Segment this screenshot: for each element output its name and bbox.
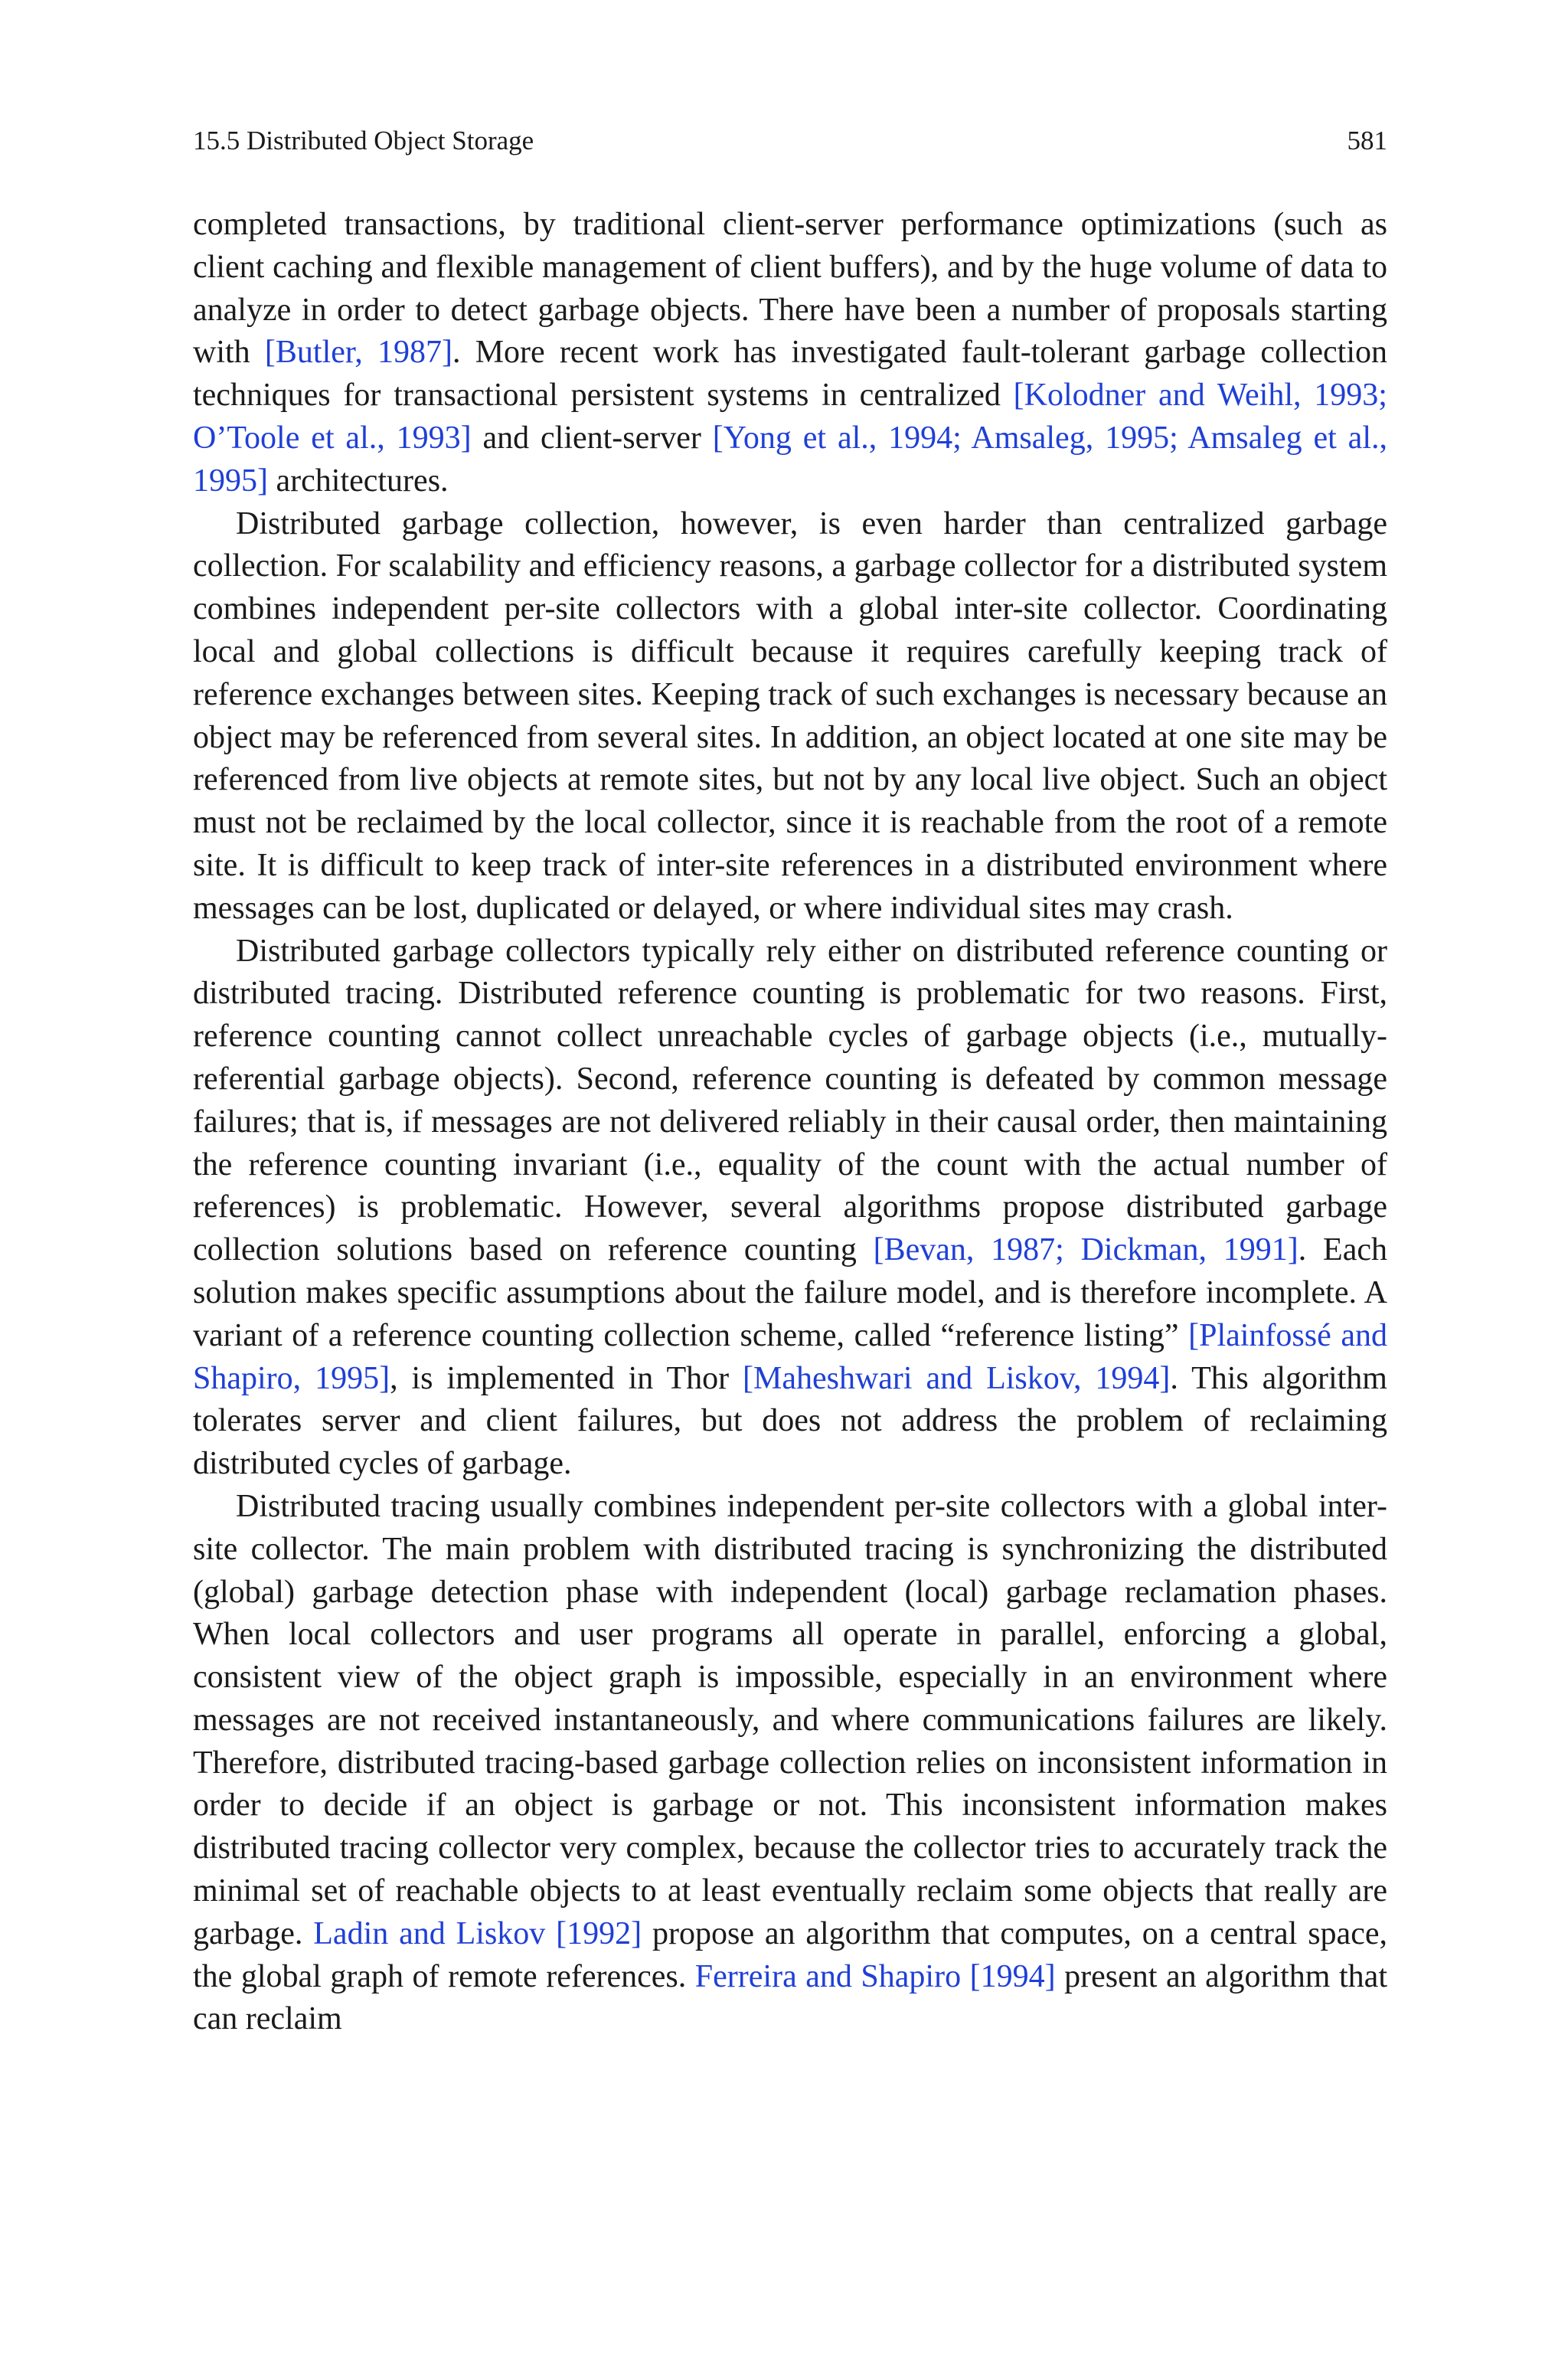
- citation-link[interactable]: [Yong et al., 1994; Amsaleg, 1995; Amsaleg et al., 1995]: [193, 420, 1387, 499]
- running-head: [193, 123, 1387, 159]
- paragraph-text: , is implemented in Thor: [390, 1360, 743, 1396]
- paragraph-text: completed transactions, by traditional client-server performance optimizations (such as client caching and flexible management of client buffers), and by the huge volume of data to analyze in order to detect garbage objects. There have been a number of proposals starting with: [193, 207, 1387, 371]
- citation-link[interactable]: [Butler, 1987]: [264, 335, 452, 371]
- citation-link[interactable]: [Kolodner and Weihl, 1993; O’Toole et al., 1993]: [193, 378, 1387, 456]
- paragraph: [193, 1486, 1387, 2041]
- paragraph-text: . More recent work has investigated fault-tolerant garbage collection techniques for transactional persistent systems in centralized: [193, 335, 1387, 414]
- citation-link[interactable]: [Plainfossé and Shapiro, 1995]: [193, 1317, 1387, 1396]
- paragraph-text: Distributed garbage collection, however, is even harder than centralized garbage collection. For scalability and efficiency reasons, a garbage collector for a distributed system combines independent per-site collectors with a global inter-site collector. Coordinating local and global collections is difficult because it requires carefully keeping track of reference exchanges between sites. Keeping track of such exchanges is necessary because an object may be referenced from several sites. In addition, an object located at one site may be referenced from live objects at remote sites, but not by any local live object. Such an object must not be reclaimed by the local collector, since it is reachable from the root of a remote site. It is difficult to keep track of inter-site references in a distributed environment where messages can be lost, duplicated or delayed, or where individual sites may crash.: [193, 505, 1387, 926]
- paragraph-text: and client-server: [471, 420, 713, 456]
- citation-link[interactable]: Ladin and Liskov [1992]: [313, 1915, 642, 1951]
- paragraph-text: Distributed garbage collectors typically rely either on distributed reference counting or distributed tracing. Distributed reference counting is problematic for two reasons. First, reference counting cannot collect unreachable cycles of garbage objects (i.e., mutually-referential garbage objects). Second, reference counting is defeated by common message failures; that is, if messages are not delivered reliably in their causal order, then maintaining the reference counting invariant (i.e., equality of the count with the actual number of references) is problematic. However, several algorithms propose distributed garbage collection solutions based on reference counting: [193, 933, 1387, 1268]
- paragraph: [193, 204, 1387, 503]
- paragraph-text: . Each solution makes specific assumptions about the failure model, and is therefore incomplete. A variant of a reference counting collection scheme, called “reference listing”: [193, 1232, 1387, 1353]
- paragraph: [193, 503, 1387, 931]
- paragraph: [193, 931, 1387, 1486]
- paragraph-text: architectures.: [268, 463, 449, 499]
- citation-link[interactable]: [Bevan, 1987; Dickman, 1991]: [873, 1232, 1298, 1268]
- paragraph-text: Distributed tracing usually combines independent per-site collectors with a global inter-site collector. The main problem with distributed tracing is synchronizing the distributed (global) garbage detection phase with independent (local) garbage reclamation phases. When local collectors and user programs all operate in parallel, enforcing a global, consistent view of the object graph is impossible, especially in an environment where messages are not received instantaneously, and where communications failures are likely. Therefore, distributed tracing-based garbage collection relies on inconsistent information in order to decide if an object is garbage or not. This inconsistent information makes distributed tracing collector very complex, because the collector tries to accurately track the minimal set of reachable objects to at least eventually reclaim some objects that really are garbage.: [193, 1488, 1387, 1951]
- citation-link[interactable]: [Maheshwari and Liskov, 1994]: [743, 1360, 1171, 1396]
- body-text: [193, 204, 1387, 2041]
- paragraph-text: propose an algorithm that computes, on a central space, the global graph of remote references.: [193, 1915, 1387, 1994]
- paragraph-text: . This algorithm tolerates server and client failures, but does not address the problem of reclaiming distributed cycles of garbage.: [193, 1360, 1387, 1482]
- section-title: 15.5 Distributed Object Storage: [193, 126, 534, 155]
- paragraph-text: present an algorithm that can reclaim: [193, 1958, 1387, 2037]
- book-page: [193, 123, 1387, 2041]
- citation-link[interactable]: Ferreira and Shapiro [1994]: [694, 1958, 1056, 1994]
- page-number: 581: [1347, 126, 1387, 155]
